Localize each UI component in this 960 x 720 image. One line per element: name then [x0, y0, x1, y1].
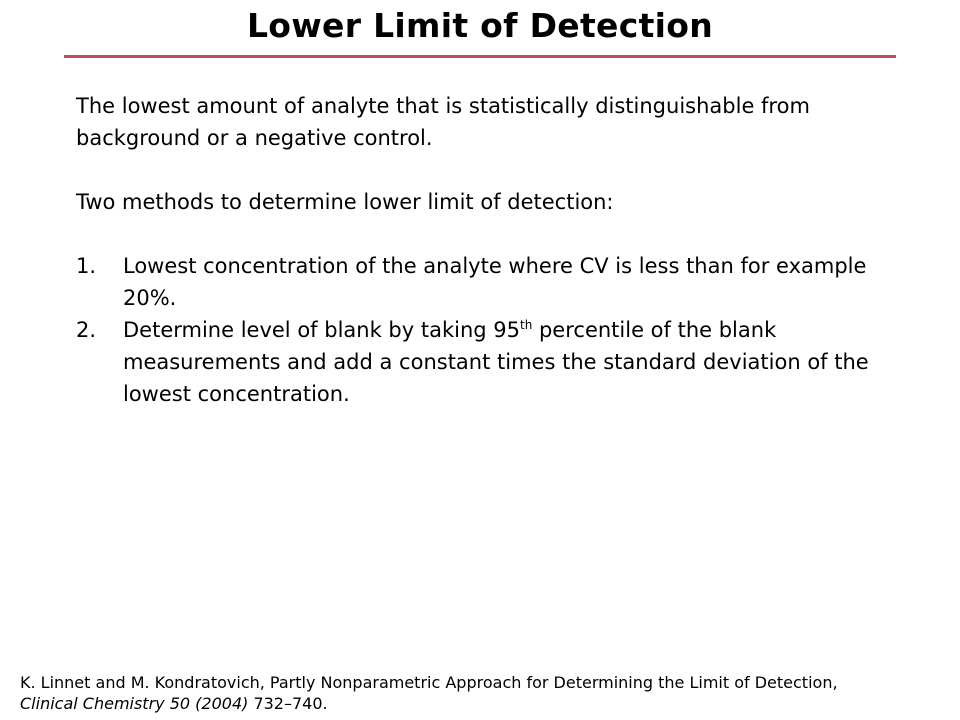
list-number: 1. — [76, 254, 97, 278]
citation-authors-title: K. Linnet and M. Kondratovich, Partly Nonparametric Approach for Determining the Limit of Detection, — [20, 673, 838, 692]
list-item-text-start: Determine level of blank by taking 95 — [123, 318, 520, 342]
list-number: 2. — [76, 318, 97, 342]
methods-intro: Two methods to determine lower limit of detection: — [76, 190, 614, 214]
definition-paragraph: The lowest amount of analyte that is statistically distinguishable from background or a negative control. — [76, 94, 810, 150]
citation-pages: 732–740. — [248, 694, 328, 713]
title-underline — [64, 55, 896, 58]
list-item-text-end: percentile of the blank measurements and add a constant times the standard deviation of the lowest concentration. — [123, 318, 869, 406]
slide-body — [76, 90, 876, 410]
list-item-text: Lowest concentration of the analyte where CV is less than for example 20%. — [123, 254, 867, 310]
citation-journal: Clinical Chemistry 50 (2004) — [20, 694, 249, 713]
methods-list — [76, 250, 876, 410]
paragraph-spacer — [76, 154, 876, 186]
citation — [20, 672, 940, 714]
list-item — [76, 314, 876, 410]
slide-title: Lower Limit of Detection — [246, 6, 714, 45]
list-item — [76, 250, 876, 314]
paragraph-spacer — [76, 218, 876, 250]
ordinal-superscript: th — [519, 318, 533, 332]
